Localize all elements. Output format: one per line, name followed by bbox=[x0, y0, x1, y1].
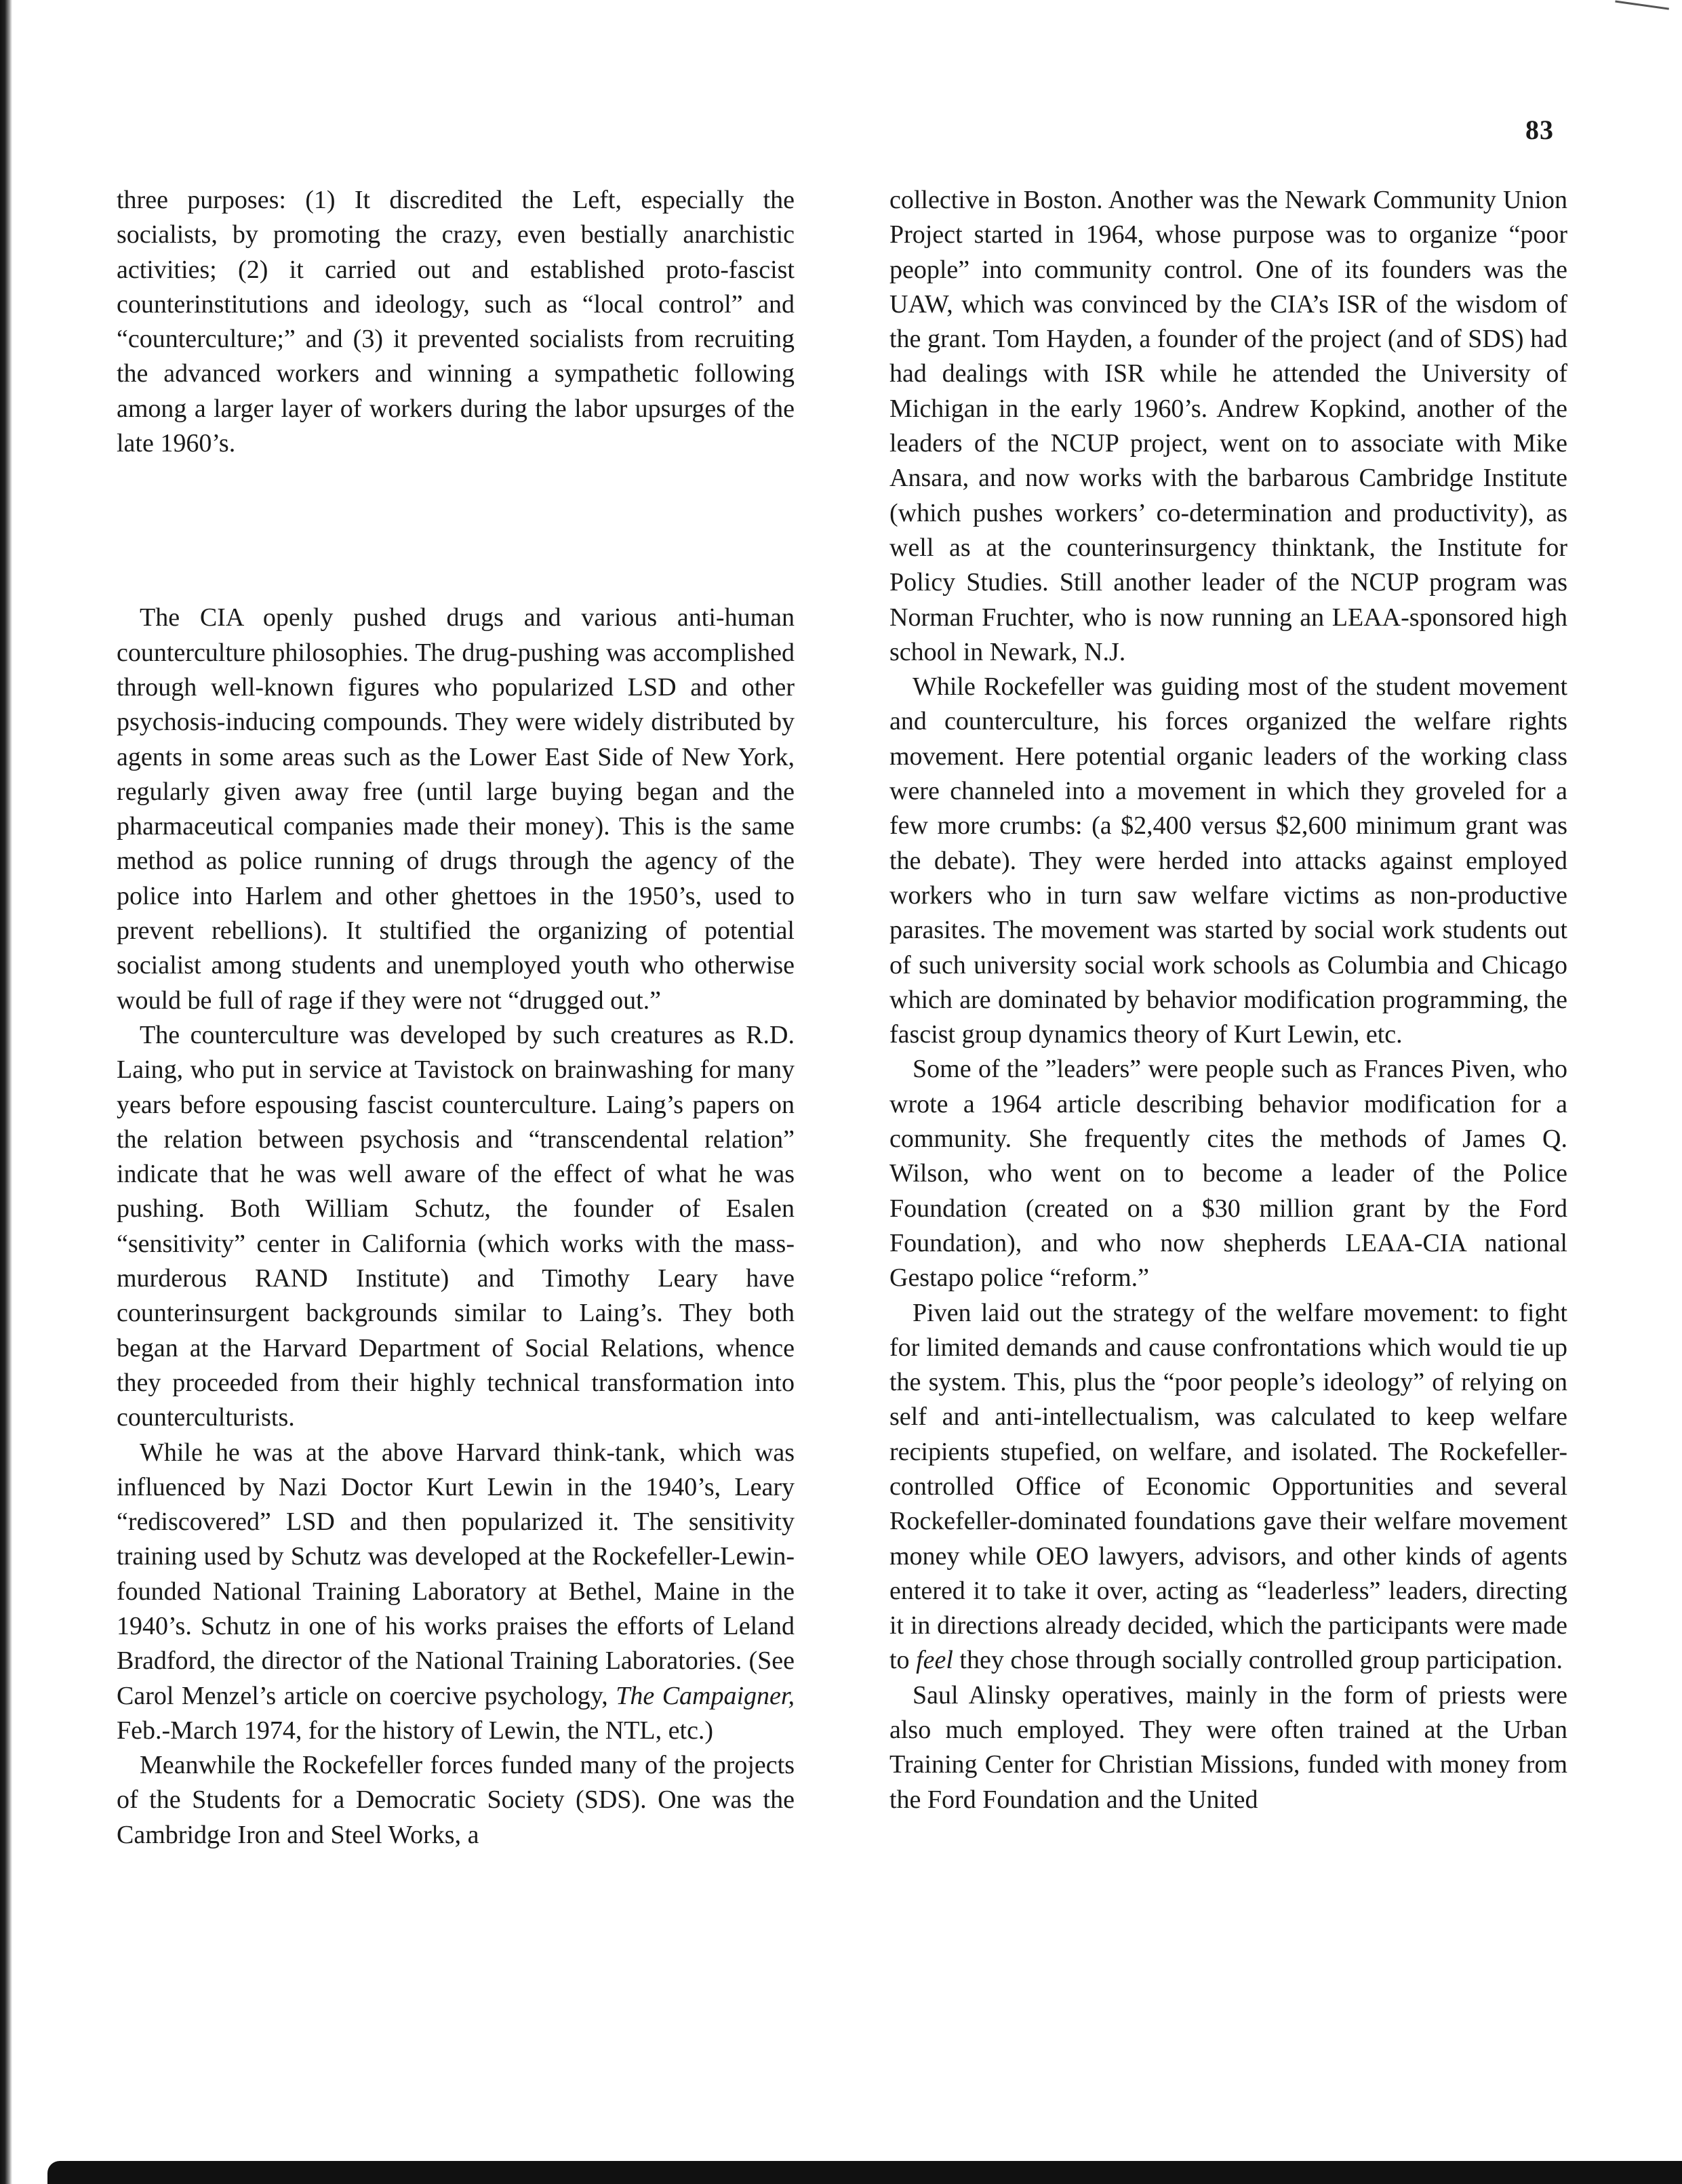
emphasis: feel bbox=[916, 1646, 953, 1675]
corner-mark bbox=[1614, 1, 1669, 21]
paragraph bbox=[889, 1296, 1567, 1678]
paragraph-text: they chose through socially controlled group participation. bbox=[953, 1646, 1563, 1675]
binding-edge bbox=[0, 0, 12, 2184]
paragraph: Meanwhile the Rockefeller forces funded many of the projects of the Students for a Democratic Society (SDS). One was the Cambridge Iron and Steel Works, a bbox=[117, 1751, 795, 1849]
paragraph: collective in Boston. Another was the Newark Community Union Project started in 1964, whose purpose was to organize “poor people” into community control. One of its founders was the UAW, which was convinced by the CIA’s ISR of the wisdom of the grant. Tom Hayden, a founder of the project (and of SDS) had had dealings with ISR while he attended the University of Michigan in the early 1960’s. Andrew Kopkind, another of the leaders of the NCUP project, went on to associate with Mike Ansara, and now works with the barbarous Cambridge Institute (which pushes workers’ co-determination and productivity), as well as at the counterinsurgency thinktank, the Institute for Policy Studies. Still another leader of the NCUP program was Norman Fruchter, who is now running an LEAA-sponsored high school in Newark, N.J. bbox=[889, 186, 1567, 666]
right-column bbox=[889, 183, 1567, 1817]
section-gap bbox=[117, 461, 795, 601]
paragraph: three purposes: (1) It discredited the Left, especially the socialists, by promoting the crazy, even bestially anarchistic activities; (2) it carried out and established proto-fascist counterinstitutions and ideology, such as “local control” and “counterculture;” and (3) it prevented socialists from recruiting the advanced workers and winning a sympathetic following among a larger layer of workers during the labor upsurges of the late 1960’s. bbox=[117, 186, 795, 458]
paragraph: Some of the ”leaders” were people such as Frances Piven, who wrote a 1964 article describing behavior modification for a community. She frequently cites the methods of James Q. Wilson, who went on to become a leader of the Police Foundation (created on a $30 million grant by the Ford Foundation), and who now shepherds LEAA-CIA national Gestapo police “reform.” bbox=[889, 1055, 1567, 1293]
paragraph: The CIA openly pushed drugs and various anti-human counterculture philosophies. The drug-pushing was accomplished through well-known figures who popularized LSD and other psychosis-inducing compounds. They were widely distributed by agents in some areas such as the Lower East Side of New York, regularly given away free (until large buying began and the pharmaceutical companies made their money). This is the same method as police running of drugs through the agency of the police into Harlem and other ghettoes in the 1950’s, used to prevent rebellions). It stultified the organizing of potential socialist among students and unemployed youth who otherwise would be full of rage if they were not “drugged out.” bbox=[117, 603, 795, 1015]
paragraph-text: While he was at the above Harvard think-tank, which was influenced by Nazi Doctor Kurt Lewin in the 1940’s, Leary “rediscovered” LSD and then popularized it. The sensitivity training used by Schutz was developed at the Rockefeller-Lewin-founded National Training Laboratory at Bethel, Maine in the 1940’s. Schutz in one of his works praises the efforts of Leland Bradford, the director of the National Training Laboratories. (See Carol Menzel’s article on coercive psychology, bbox=[117, 1438, 795, 1710]
paragraph: The counterculture was developed by such creatures as R.D. Laing, who put in service at Tavistock on brainwashing for many years before espousing fascist counterculture. Laing’s papers on the relation between psychosis and “transcendental relation” indicate that he was well aware of the effect of what he was pushing. Both William Schutz, the founder of Esalen “sensitivity” center in California (which works with the mass-murderous RAND Institute) and Timothy Leary have counterinsurgent backgrounds similar to Laing’s. They both began at the Harvard Department of Social Relations, whence they proceeded from their highly technical transformation into counterculturists. bbox=[117, 1020, 795, 1432]
left-column bbox=[117, 183, 795, 1853]
paragraph-text: Feb.-March 1974, for the history of Lewin, the NTL, etc.) bbox=[117, 1716, 714, 1745]
paragraph: While Rockefeller was guiding most of the student movement and counterculture, his forces organized the welfare rights movement. Here potential organic leaders of the working class were channeled into a movement in which they groveled for a few more crumbs: (a $2,400 versus $2,600 minimum grant was the debate). They were herded into attacks against employed workers who in turn saw welfare victims as non-productive parasites. The movement was started by social work students out of such university social work schools as Columbia and Chicago which are dominated by behavior modification programming, the fascist group dynamics theory of Kurt Lewin, etc. bbox=[889, 672, 1567, 1049]
scan-bottom-edge bbox=[47, 2161, 1682, 2184]
page-number: 83 bbox=[1525, 115, 1554, 145]
paragraph-text: Piven laid out the strategy of the welfare movement: to fight for limited demands and cause confrontations which would tie up the system. This, plus the “poor people’s ideology” of relying on self and anti-intellectualism, was calculated to keep welfare recipients stupefied, on welfare, and isolated. The Rockefeller-controlled Office of Economic Opportunities and several Rockefeller-dominated foundations gave their welfare movement money while OEO lawyers, advisors, and other kinds of agents entered it to take it over, acting as “leaderless” leaders, directing it in directions already decided, which the participants were made to bbox=[889, 1298, 1567, 1675]
publication-title: The Campaigner, bbox=[616, 1681, 795, 1710]
paragraph bbox=[117, 1436, 795, 1749]
paragraph: Saul Alinsky operatives, mainly in the form of priests were also much employed. They were often trained at the Urban Training Center for Christian Missions, funded with money from the Ford Foundation and the United bbox=[889, 1680, 1567, 1814]
